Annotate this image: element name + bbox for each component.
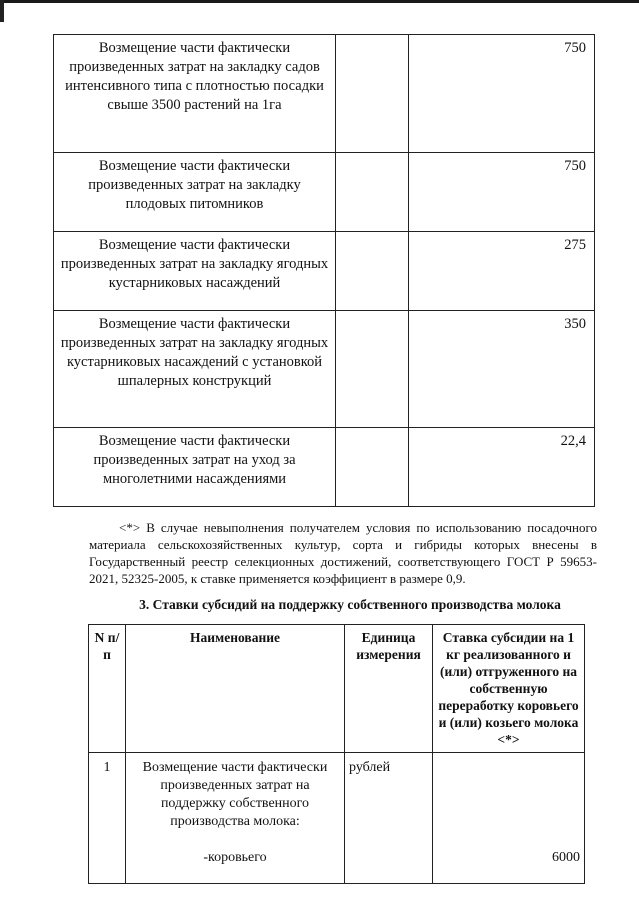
row-rate: 6000 [433, 753, 585, 884]
row-number: 1 [89, 753, 126, 884]
table-row [54, 153, 595, 232]
row-name: Возмещение части фактически произведенных затрат на закладку ягодных кустарниковых насаждений с установкой шпалерных конструкций [54, 311, 336, 428]
table-row [89, 753, 585, 884]
row-name: Возмещение части фактически произведенных затрат на закладку садов интенсивного типа с плотностью посадки свыше 3500 растений на 1га [54, 35, 336, 153]
footnote [89, 519, 597, 587]
row-unit [336, 153, 409, 232]
row-subtype: -коровьего [203, 850, 267, 865]
table-row [54, 232, 595, 311]
section-heading: 3. Ставки субсидий на поддержку собственного производства молока [139, 597, 561, 612]
row-value: 22,4 [409, 428, 595, 507]
row-value: 275 [409, 232, 595, 311]
header-unit: Единица измерения [345, 625, 433, 753]
header-number: N п/п [89, 625, 126, 753]
scan-edge-mark [0, 0, 4, 22]
top-border-line [0, 0, 639, 3]
table-header-row [89, 625, 585, 753]
row-name-text: Возмещение части фактически произведенных затрат на поддержку собственного производства молока: [142, 760, 328, 829]
footnote-text: <*> В случае невыполнения получателем условия по использованию посадочного материала сельскохозяйственных культур, сорта и гибриды которых внесены в Государственный реестр селекционных достижений, соответствующего ГОСТ Р 59653-2021, 52325-2005, к ставке применяется коэффициент в размере 0,9. [89, 520, 597, 586]
row-name: Возмещение части фактически произведенных затрат на закладку плодовых питомников [54, 153, 336, 232]
header-rate: Ставка субсидии на 1 кг реализованного и (или) отгруженного на собственную переработку коровьего и (или) козьего молока <*> [433, 625, 585, 753]
row-unit [336, 35, 409, 153]
row-unit [336, 428, 409, 507]
row-unit [336, 311, 409, 428]
row-name [126, 753, 345, 884]
row-name: Возмещение части фактически произведенных затрат на закладку ягодных кустарниковых насаждений [54, 232, 336, 311]
row-unit: рублей [345, 753, 433, 884]
row-unit [336, 232, 409, 311]
table-row [54, 35, 595, 153]
row-name: Возмещение части фактически произведенных затрат на уход за многолетними насаждениями [54, 428, 336, 507]
header-name: Наименование [126, 625, 345, 753]
orchard-subsidy-table [53, 34, 595, 507]
table-row [54, 428, 595, 507]
table-row [54, 311, 595, 428]
row-value: 350 [409, 311, 595, 428]
milk-subsidy-table [88, 624, 585, 884]
row-value: 750 [409, 35, 595, 153]
row-value: 750 [409, 153, 595, 232]
